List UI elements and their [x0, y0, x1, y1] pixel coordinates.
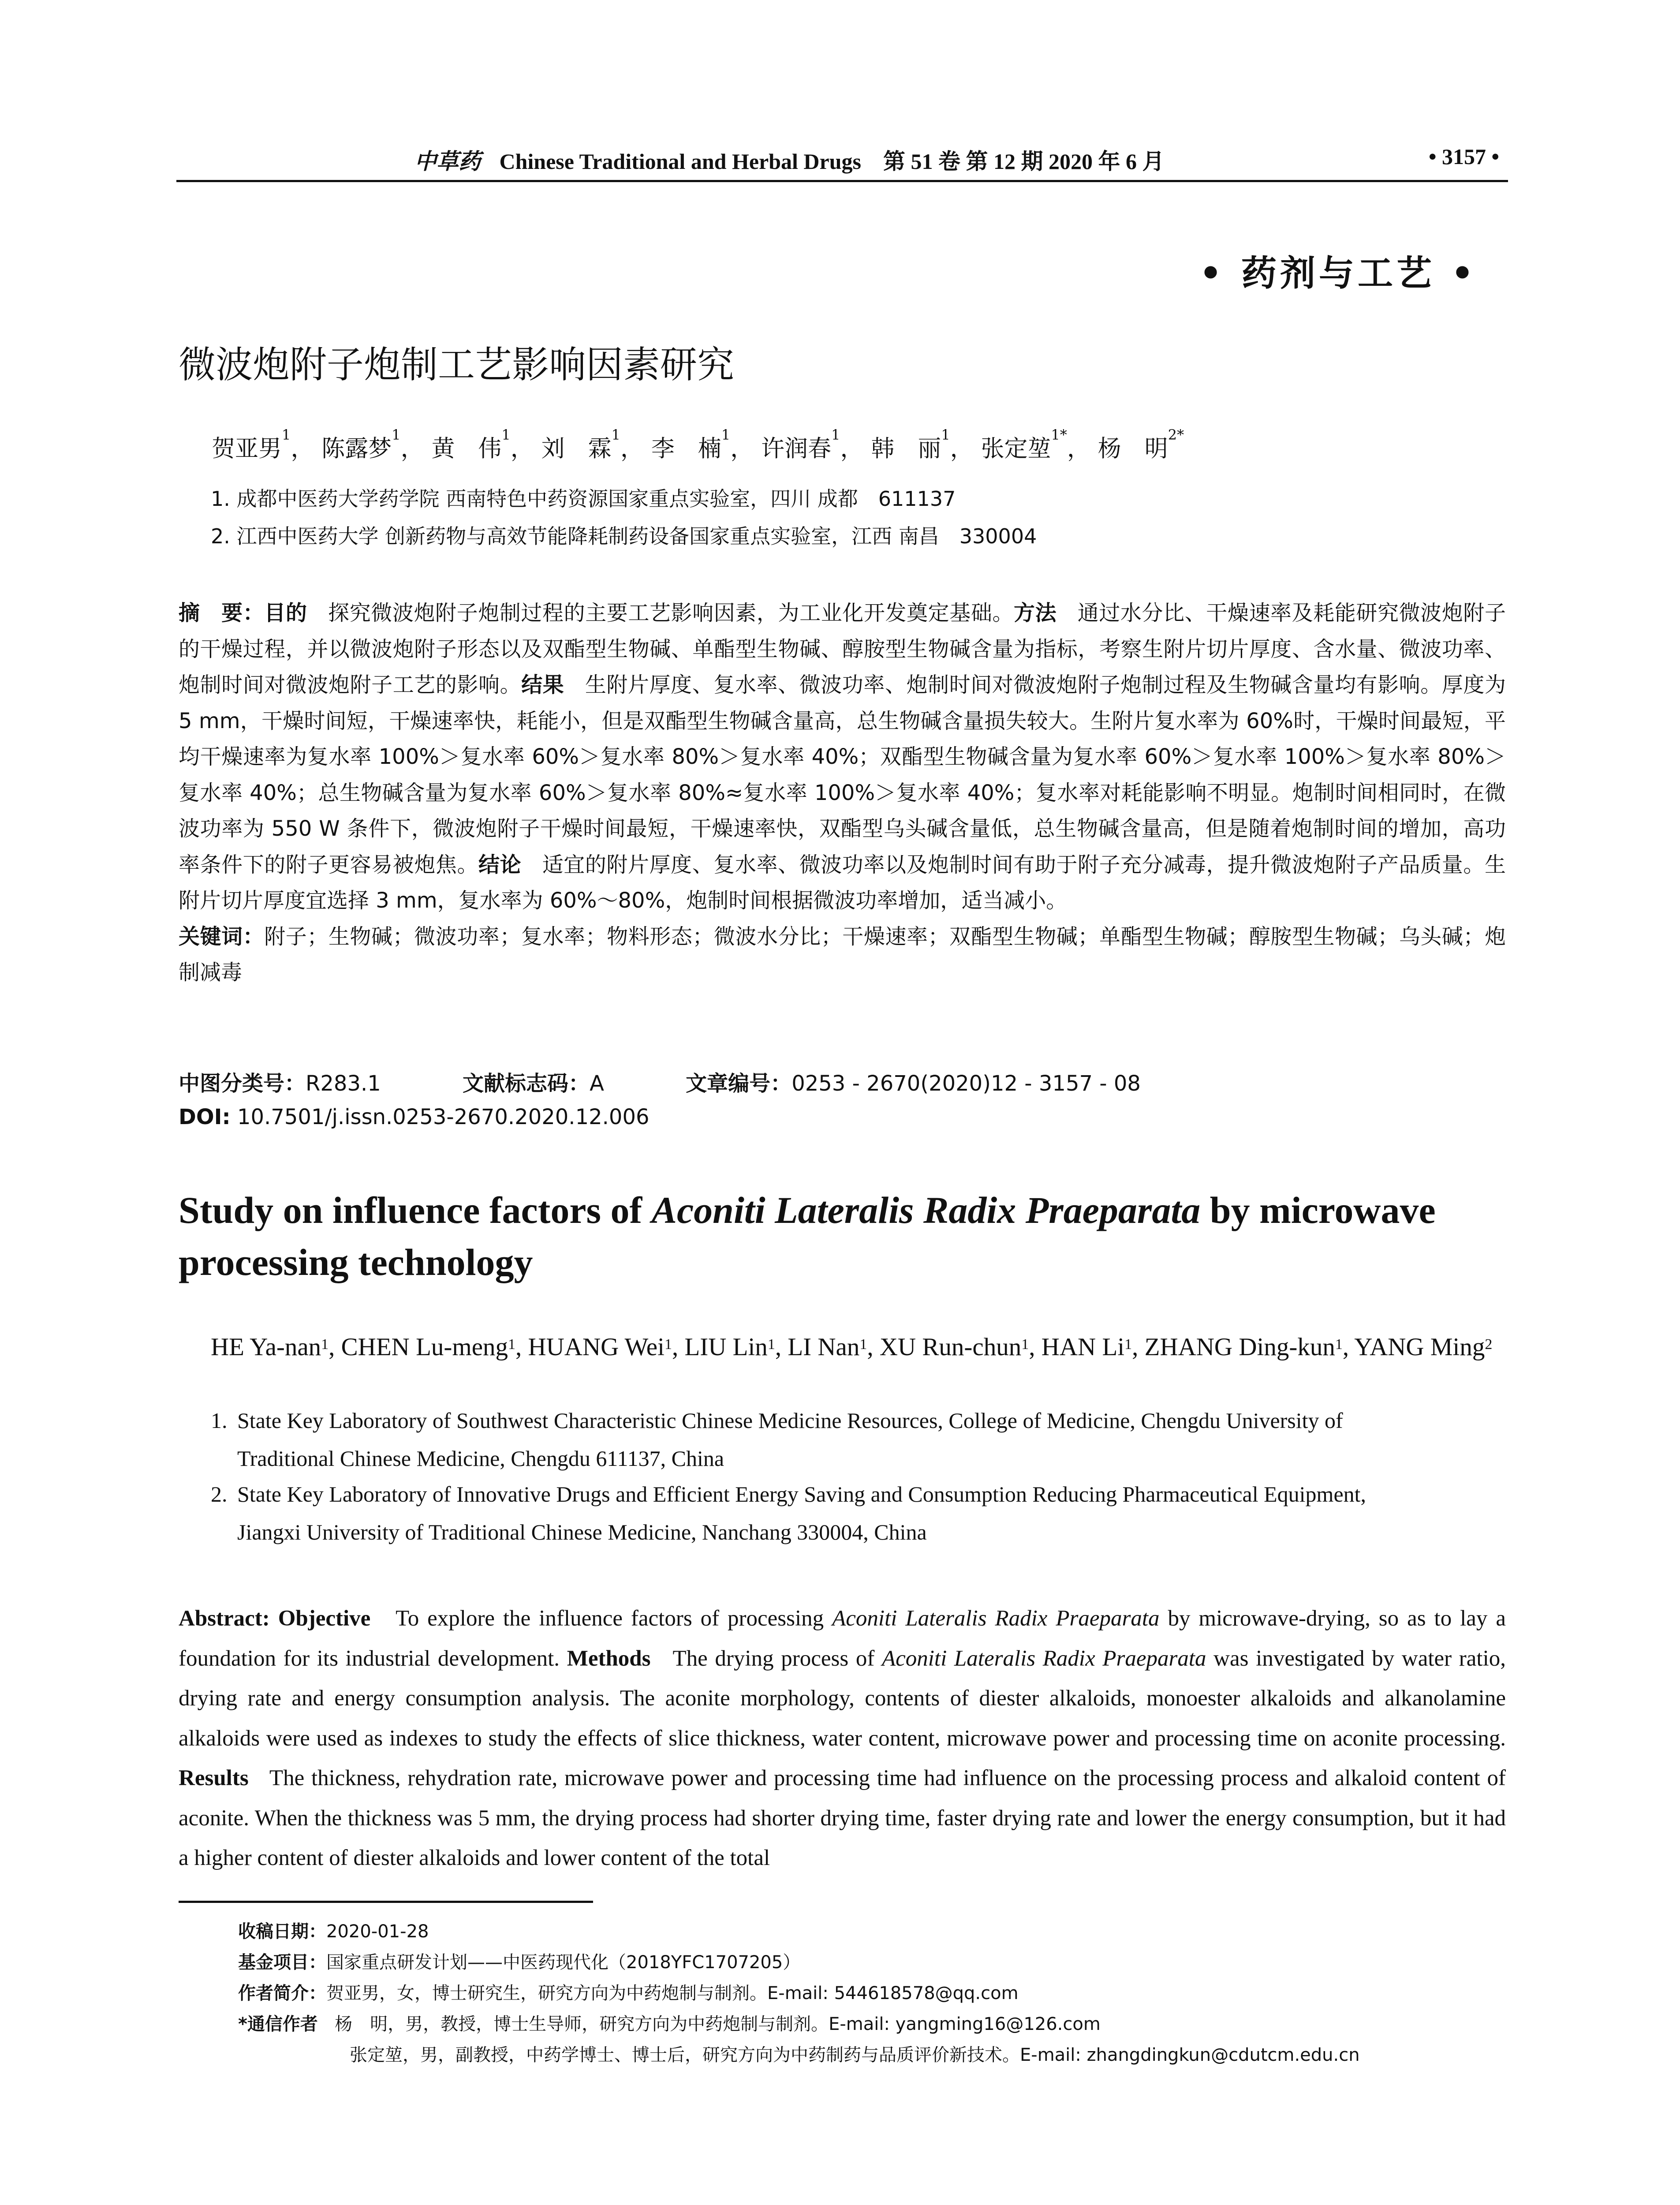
footnote-text: 2020-01-28: [326, 1921, 429, 1942]
clc-label: 中图分类号：: [179, 1071, 306, 1096]
affiliation-text: Traditional Chinese Medicine, Chengdu 611137, China: [237, 1446, 724, 1471]
affiliation-text: State Key Laboratory of Southwest Characteristic Chinese Medicine Resources, College of Medicine, Chengdu University of: [237, 1408, 1343, 1433]
title-part: by microwave processing technology: [179, 1189, 1436, 1283]
fund-info: [238, 1947, 1517, 1978]
author-name: HE Ya-nan: [211, 1333, 321, 1361]
chinese-abstract: [179, 595, 1506, 991]
footnote-label: 基金项目：: [238, 1952, 326, 1973]
corresponding-author: [238, 2009, 1517, 2040]
results-label: 结果: [521, 673, 564, 697]
author-affiliation-mark: 1: [321, 1336, 329, 1353]
author-affiliation-mark: 1: [941, 426, 950, 443]
footnote-text: 贺亚男，女，博士研究生，研究方向为中药炮制与制剂。E-mail: 544618578@qq.com: [326, 1983, 1019, 2003]
author-affiliation-mark: 1: [508, 1336, 516, 1353]
objective-text: 探究微波炮附子炮制过程的主要工艺影响因素，为工业化开发奠定基础。: [328, 601, 1014, 625]
results-label: Results: [179, 1766, 249, 1790]
doc-code-value: A: [590, 1071, 604, 1096]
author-name: LIU Lin: [684, 1333, 768, 1361]
journal-name: Chinese Traditional and Herbal Drugs: [499, 149, 861, 174]
abstract-label: 摘 要：: [179, 601, 265, 625]
chinese-authors: 贺亚男$^1$， 陈露梦$^1$， 黄 伟$^1$， 刘 霖$^1$， 李 楠$^1$， 许润春$^1$， 韩 丽$^1$， 张定堃$^{1*}$， 杨 明$^{2*}$: [212, 426, 1184, 462]
article-no-value: 0253 - 2670(2020)12 - 3157 - 08: [791, 1071, 1141, 1096]
objective-text: To explore the influence factors of processing: [396, 1606, 833, 1631]
author-affiliation-mark: 1: [721, 426, 731, 443]
author-affiliation-mark: 1*: [1051, 426, 1067, 443]
doi-label: DOI:: [179, 1105, 231, 1129]
author-affiliation-mark: 1: [859, 1336, 867, 1353]
footnote-text: 国家重点研发计划——中医药现代化（2018YFC1707205）: [326, 1952, 801, 1973]
objective-text: by microwave-drying, so as to lay a foundation for its industrial development.: [179, 1606, 1506, 1671]
author-name: 陈露梦: [321, 435, 392, 462]
doc-code-label: 文献标志码：: [463, 1071, 590, 1096]
keywords-text: 附子；生物碱；微波功率；复水率；物料形态；微波水分比；干燥速率；双酯型生物碱；单酯型生物碱；醇胺型生物碱；乌头碱；炮制减毒: [179, 924, 1506, 985]
classification-line: [179, 1066, 1141, 1097]
author-name: HAN Li: [1041, 1333, 1125, 1361]
author-name: YANG Ming: [1354, 1333, 1485, 1361]
footnote-divider: [179, 1901, 593, 1903]
latin-name: Aconiti Lateralis Radix Praeparata: [881, 1646, 1206, 1671]
english-affiliation-2: [211, 1475, 1507, 1551]
author-name: CHEN Lu-meng: [341, 1333, 508, 1361]
running-header: [176, 140, 1508, 182]
methods-text: 通过水分比、干燥速率及耗能研究微波炮附子的干燥过程，并以微波炮附子形态以及双酯型生物碱、单酯型生物碱、醇胺型生物碱含量为指标，考察生附片切片厚度、含水量、微波功率、炮制时间对微波炮附子工艺的影响。: [179, 601, 1506, 697]
doi-value: 10.7501/j.issn.0253-2670.2020.12.006: [237, 1105, 650, 1129]
author-bio: [238, 1978, 1517, 2009]
results-text: The thickness, rehydration rate, microwave power and processing time had influence on the processing process and alkaloid content of aconite. When the thickness was 5 mm, the drying process had shorter drying time, faster drying rate and lower the energy consumption, but it had a higher content of diester alkaloids and lower content of the total: [179, 1766, 1506, 1870]
journal-logo: 中草药: [414, 148, 481, 174]
author-affiliation-mark: 1: [1124, 1336, 1132, 1353]
author-affiliation-mark: 1: [664, 1336, 672, 1353]
english-title: [179, 1184, 1501, 1288]
author-name: 李 楠: [651, 435, 721, 462]
author-affiliation-mark: 1: [501, 426, 511, 443]
results-text: 生附片厚度、复水率、微波功率、炮制时间对微波炮附子炮制过程及生物碱含量均有影响。厚度为 5 mm，干燥时间短，干燥速率快，耗能小，但是双酯型生物碱含量高，总生物碱含量损失较大。生附片复水率为 60%时，干燥时间最短，平均干燥速率为复水率 100%＞复水率 60%＞复水率 80%＞复水率 40%；双酯型生物碱含量为复水率 60%＞复水率 100%＞复水率 80%＞复水率 40%；总生物碱含量为复水率 60%＞复水率 80%≈复水率 100%＞复水率 40%；复水率对耗能影响不明显。炮制时间相同时，在微波功率为 550 W 条件下，微波炮附子干燥时间最短，干燥速率快，双酯型乌头碱含量低，总生物碱含量高，但是随着炮制时间的增加，高功率条件下的附子更容易被炮焦。: [179, 673, 1506, 877]
author-affiliation-mark: 1: [831, 426, 840, 443]
chinese-title: 微波炮附子炮制工艺影响因素研究: [179, 343, 735, 386]
received-date: [238, 1916, 1517, 1947]
footnote-text: 杨 明，男，教授，博士生导师，研究方向为中药炮制与制剂。E-mail: yangming16@126.com: [335, 2014, 1101, 2034]
english-abstract: [179, 1599, 1506, 1878]
keywords-label: 关键词：: [179, 924, 265, 949]
author-name: 黄 伟: [431, 435, 502, 462]
latin-name: Aconiti Lateralis Radix Praeparata: [832, 1606, 1160, 1631]
footnote-label: 作者简介：: [238, 1983, 326, 2003]
author-name: XU Run-chun: [879, 1333, 1022, 1361]
affiliation-number: 1.: [211, 1408, 228, 1433]
methods-text: The drying process of: [672, 1646, 882, 1671]
title-part: Study on influence factors of: [179, 1189, 652, 1231]
author-affiliation-mark: 2: [1485, 1336, 1493, 1353]
affiliation-number: 2.: [211, 1482, 228, 1506]
chinese-affiliation-1: 1. 成都中医药大学药学院 西南特色中药资源国家重点实验室，四川 成都 611137: [211, 487, 956, 511]
english-authors: HE Ya-nan$^1$, CHEN Lu-meng$^1$, HUANG Wei$^1$, LIU Lin$^1$, LI Nan$^1$, XU Run-chun$^1$, HAN Li$^1$, ZHANG Ding-kun$^1$, YANG Ming$^2$: [211, 1333, 1493, 1361]
author-affiliation-mark: 1: [1021, 1336, 1029, 1353]
clc-value: R283.1: [306, 1071, 381, 1096]
author-name: ZHANG Ding-kun: [1144, 1333, 1335, 1361]
author-name: 杨 明: [1098, 435, 1168, 462]
methods-label: Methods: [567, 1646, 651, 1671]
affiliation-text: Jiangxi University of Traditional Chinese Medicine, Nanchang 330004, China: [237, 1520, 927, 1544]
footnotes: [238, 1916, 1517, 2070]
english-affiliation-1: [211, 1401, 1507, 1477]
corresponding-author-2: 张定堃，男，副教授，中药学博士、博士后，研究方向为中药制药与品质评价新技术。E-mail: zhangdingkun@cdutcm.edu.cn: [350, 2045, 1360, 2065]
doi-line: [179, 1105, 650, 1129]
author-name: 韩 丽: [871, 435, 941, 462]
chinese-affiliation-2: 2. 江西中医药大学 创新药物与高效节能降耗制药设备国家重点实验室，江西 南昌 330004: [211, 524, 1037, 548]
methods-text: was investigated by water ratio, drying rate and energy consumption analysis. The aconite morphology, contents of diester alkaloids, monoester alkaloids and alkanolamine alkaloids were used as indexes to study the effects of slice thickness, water content, microwave power and processing time on aconite processing.: [179, 1646, 1506, 1751]
author-affiliation-mark: 1: [611, 426, 621, 443]
footnote-label: *通信作者: [238, 2014, 318, 2034]
author-name: 刘 霖: [541, 435, 612, 462]
author-affiliation-mark: 2*: [1168, 426, 1184, 443]
footnote-label: 收稿日期：: [238, 1921, 326, 1942]
journal-issue: 第 51 卷 第 12 期 2020 年 6 月: [883, 149, 1165, 174]
author-name: 许润春: [761, 435, 832, 462]
journal-info: [414, 144, 1164, 176]
author-name: 张定堃: [981, 435, 1051, 462]
conclusion-label: 结论: [478, 852, 522, 877]
author-name: LI Nan: [788, 1333, 860, 1361]
abstract-label: Abstract: Objective: [179, 1606, 371, 1631]
conclusion-text: 适宜的附片厚度、复水率、微波功率以及炮制时间有助于附子充分减毒，提升微波炮附子产品质量。生附片切片厚度宜选择 3 mm，复水率为 60%～80%，炮制时间根据微波功率增加，适当减小。: [179, 852, 1506, 913]
author-affiliation-mark: 1: [1335, 1336, 1343, 1353]
author-name: HUANG Wei: [528, 1333, 665, 1361]
author-affiliation-mark: 1: [767, 1336, 775, 1353]
column-label: • 药剂与工艺 •: [1199, 252, 1477, 294]
methods-label: 方法: [1014, 601, 1057, 625]
page-number: • 3157 •: [1428, 144, 1499, 169]
affiliation-text: State Key Laboratory of Innovative Drugs and Efficient Energy Saving and Consumption Reducing Pharmaceutical Equipment,: [237, 1482, 1366, 1506]
objective-label: 目的: [264, 601, 307, 625]
title-latin-name: Aconiti Lateralis Radix Praeparata: [651, 1189, 1201, 1231]
article-no-label: 文章编号：: [686, 1071, 792, 1096]
author-affiliation-mark: 1: [282, 426, 291, 443]
author-affiliation-mark: 1: [392, 426, 401, 443]
author-name: 贺亚男: [212, 435, 282, 462]
